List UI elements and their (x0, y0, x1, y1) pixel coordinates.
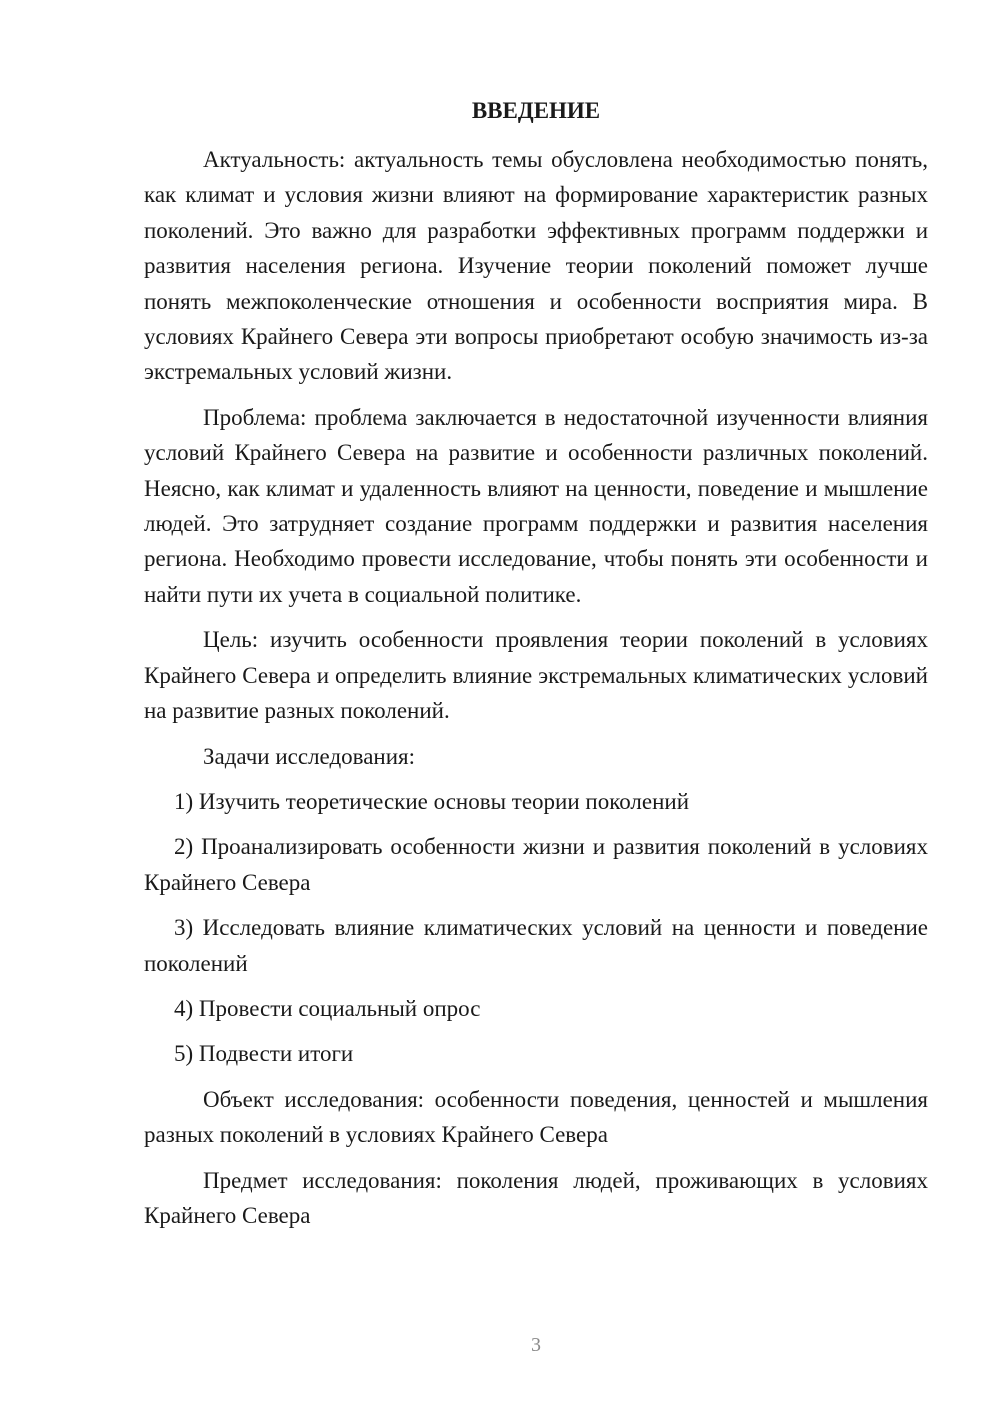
paragraph-relevance: Актуальность: актуальность темы обусловлена необходимостью понять, как климат и условия жизни влияют на формирование характеристик разных поколений. Это важно для разработки эффективных программ поддержки и развития населения региона. Изучение теории поколений поможет лучше понять межпоколенческие отношения и особенности восприятия мира. В условиях Крайнего Севера эти вопросы приобретают особую значимость из-за экстремальных условий жизни. (144, 147, 928, 385)
document-page (144, 0, 928, 1414)
task-item-2: 2) Проанализировать особенности жизни и развития поколений в условиях Крайнего Севера (144, 834, 928, 895)
page-title: ВВЕДЕНИЕ (471, 98, 601, 123)
task-item-1: 1) Изучить теоретические основы теории поколений (174, 788, 690, 814)
task-item-3: 3) Исследовать влияние климатических условий на ценности и поведение поколений (144, 915, 928, 976)
paragraph-problem: Проблема: проблема заключается в недостаточной изученности влияния условий Крайнего Севера на развитие и особенности различных поколений. Неясно, как климат и удаленность влияют на ценности, поведение и мышление людей. Это затрудняет создание программ поддержки и развития населения региона. Необходимо провести исследование, чтобы понять эти особенности и найти пути их учета в социальной политике. (144, 404, 928, 607)
paragraph-subject: Предмет исследования: поколения людей, проживающих в условиях Крайнего Севера (144, 1167, 928, 1228)
document-body (144, 142, 928, 1243)
paragraph-object: Объект исследования: особенности поведения, ценностей и мышления разных поколений в условиях Крайнего Севера (144, 1086, 928, 1148)
task-item-4: 4) Провести социальный опрос (174, 995, 481, 1021)
task-item-5: 5) Подвести итоги (174, 1041, 354, 1067)
page-number: 3 (531, 1334, 541, 1356)
paragraph-tasks-heading: Задачи исследования: (203, 743, 416, 769)
paragraph-goal: Цель: изучить особенности проявления теории поколений в условиях Крайнего Севера и определить влияние экстремальных климатических условий на развитие разных поколений. (144, 627, 928, 724)
